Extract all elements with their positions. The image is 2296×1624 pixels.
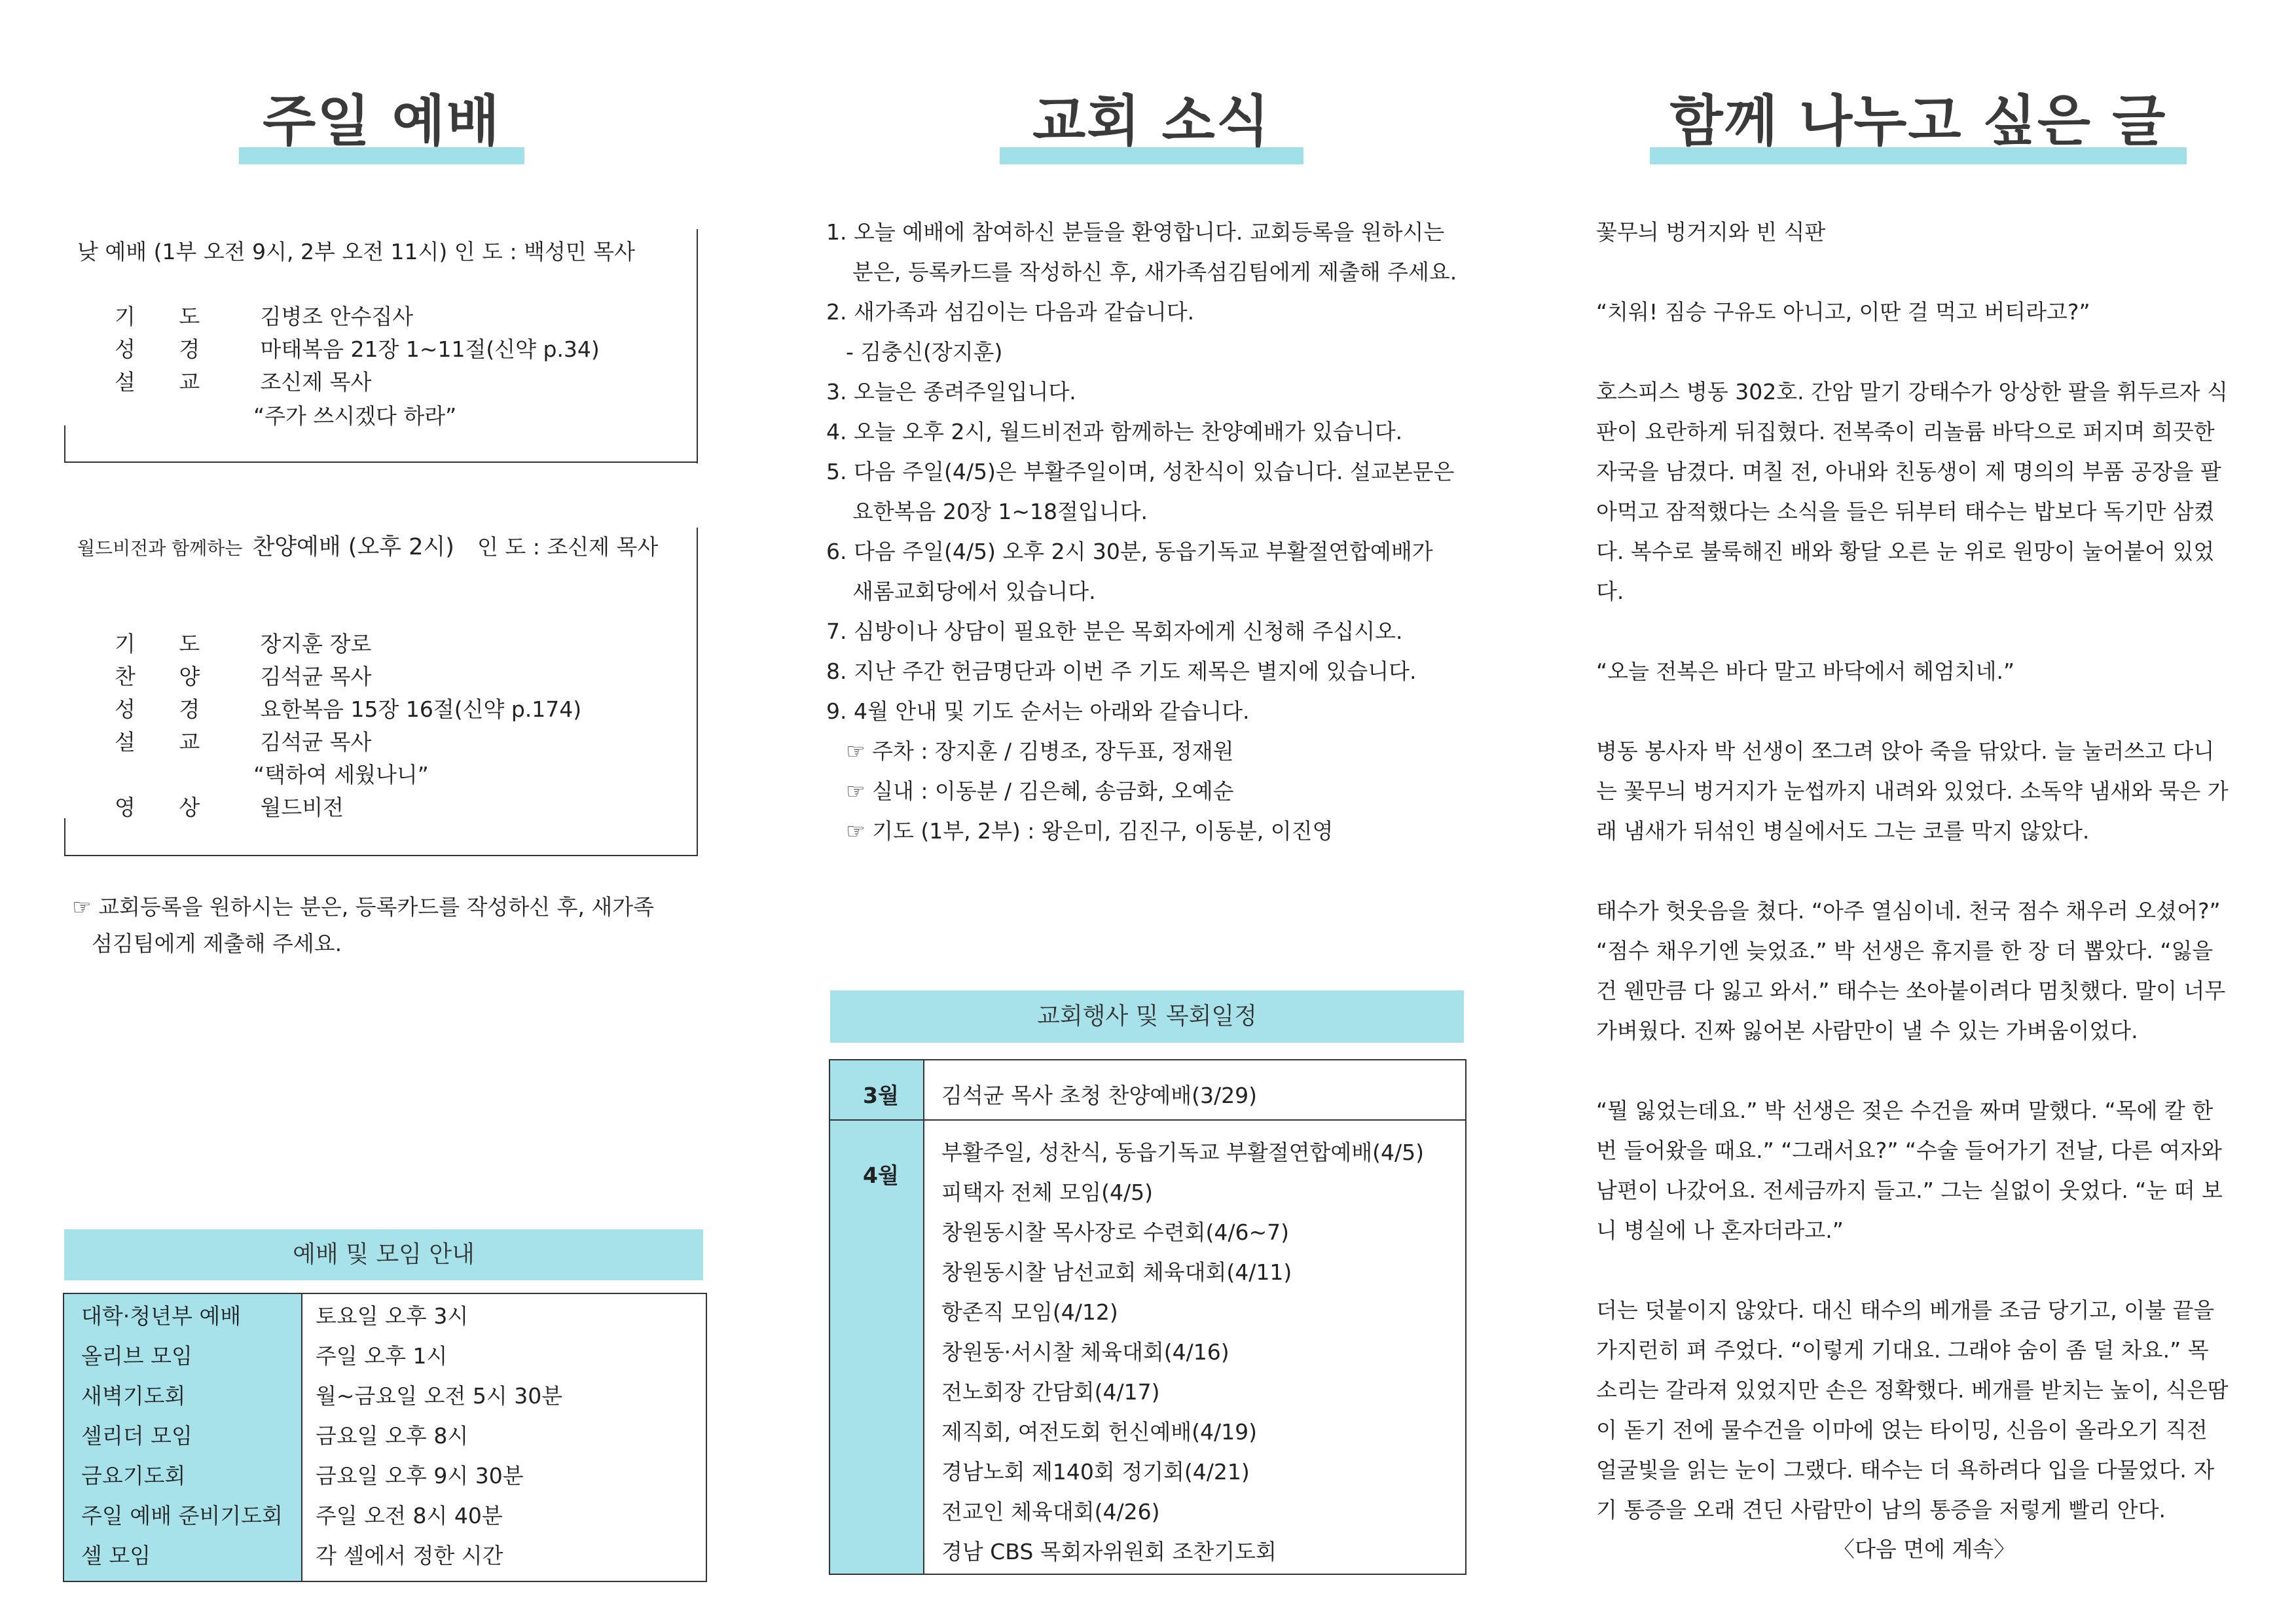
schedule-title: 교회행사 및 목회일정 (830, 990, 1464, 1043)
praise-service-title: 월드비전과 함께하는 찬양예배 (오후 2시) 인 도 : 조신제 목사 (77, 534, 659, 560)
share-subtitle: 꽃무늬 벙거지와 빈 식판 (1596, 219, 1826, 245)
share-paragraph: 병동 봉사자 박 선생이 쪼그려 앉아 죽을 닦았다. 늘 눌러쓰고 다니 는 꽃무늬 벙거지가 눈썹까지 내려와 있었다. 소독약 냄새와 묵은 가 래 냄새가 뒤섞인 병실에서도 그는 코를 막지 않았다. (1596, 738, 2229, 844)
box-bottom (64, 855, 698, 856)
row-divider (830, 1119, 1465, 1121)
share-paragraph: 태수가 헛웃음을 쳤다. “아주 열심이네. 천국 점수 채우러 오셨어?” “점수 채우기엔 늦었죠.” 박 선생은 휴지를 한 장 더 뽑았다. “잃을 건 웬만큼 다 잃고 와서.” 태수는 쏘아붙이려다 멈칫했다. 말이 너무 가벼웠다. 진짜 잃어본 사람만이 낼 수 있는 가벼움이었다. (1596, 898, 2226, 1043)
news-item: ☞ 기도 (1부, 2부) : 왕은미, 김진구, 이동분, 이진영 (846, 818, 1334, 844)
box-bottom (64, 461, 698, 463)
month-march: 3월 (863, 1083, 899, 1108)
praise-row: 영 상 월드비전 (115, 795, 344, 820)
meeting-row: 주일 오후 1시 (316, 1343, 448, 1369)
worship-heading: 주일 예배 (239, 82, 524, 167)
schedule-item: 창원동시찰 목사장로 수련회(4/6~7) (941, 1219, 1290, 1245)
news-item: 5. 다음 주일(4/5)은 부활주일이며, 성찬식이 있습니다. 설교본문은 (826, 459, 1455, 484)
news-item: 1. 오늘 예배에 참여하신 분들을 환영합니다. 교회등록을 원하시는 (826, 219, 1445, 245)
news-item: 새롬교회당에서 있습니다. (852, 579, 1096, 604)
sermon-title: “주가 쓰시겠다 하라” (253, 403, 457, 429)
box-edge (64, 818, 65, 856)
schedule-item: 피택자 전체 모임(4/5) (941, 1180, 1153, 1205)
month-april: 4월 (863, 1163, 899, 1188)
news-item: 6. 다음 주일(4/5) 오후 2시 30분, 동읍기독교 부활절연합예배가 (826, 539, 1433, 564)
praise-row: 성 경 요한복음 15장 16절(신약 p.174) (115, 696, 582, 722)
news-item: 7. 심방이나 상담이 필요한 분은 목회자에게 신청해 주십시오. (826, 619, 1403, 644)
news-item: 요한복음 20장 1~18절입니다. (852, 499, 1148, 524)
meeting-row: 주일 오전 8시 40분 (316, 1503, 503, 1528)
meeting-row: 금요일 오후 9시 30분 (316, 1463, 524, 1489)
news-item: 3. 오늘은 종려주일입니다. (826, 379, 1076, 405)
news-item: 2. 새가족과 섬김이는 다음과 같습니다. (826, 299, 1195, 325)
news-item: 8. 지난 주간 헌금명단과 이번 주 기도 제목은 별지에 있습니다. (826, 659, 1417, 684)
schedule-item: 부활주일, 성찬식, 동읍기독교 부활절연합예배(4/5) (941, 1140, 1424, 1165)
schedule-item: 항존직 모임(4/12) (941, 1299, 1118, 1325)
meeting-row: 월~금요일 오전 5시 30분 (316, 1383, 563, 1409)
box-edge (64, 425, 65, 463)
news-item: 분은, 등록카드를 작성하신 후, 새가족섬김팀에게 제출해 주세요. (852, 259, 1457, 285)
schedule-item: 전교인 체육대회(4/26) (941, 1499, 1160, 1525)
meetings-title: 예배 및 모임 안내 (64, 1229, 703, 1280)
meeting-row: 각 셀에서 정한 시간 (316, 1543, 503, 1568)
box-edge (697, 528, 698, 856)
news-heading: 교회 소식 (1000, 82, 1303, 167)
schedule-item: 경남 CBS 목회자위원회 조찬기도회 (941, 1539, 1277, 1564)
news-item: 4. 오늘 오후 2시, 월드비전과 함께하는 찬양예배가 있습니다. (826, 419, 1403, 444)
box-edge (697, 229, 698, 463)
meeting-row: 올리브 모임 (81, 1343, 192, 1369)
day-row: 성 경 마태복음 21장 1~11절(신약 p.34) (115, 336, 600, 362)
meeting-row: 금요기도회 (81, 1463, 186, 1489)
meeting-row: 셀리더 모임 (81, 1423, 192, 1449)
schedule-item: 전노회장 간담회(4/17) (941, 1379, 1160, 1405)
share-paragraph: 호스피스 병동 302호. 간암 말기 강태수가 앙상한 팔을 휘두르자 식 판이 요란하게 뒤집혔다. 전복죽이 리놀륨 바닥으로 퍼지며 희끗한 자국을 남겼다. 며칠 전, 아내와 친동생이 제 명의의 부품 공장을 팔 아먹고 잠적했다는 소식을 들은 뒤부터 태수는 밥보다 독기만 삼켰 다. 복수로 불룩해진 배와 황달 오른 눈 위로 원망이 눌어붙어 있었 다. (1596, 379, 2228, 604)
news-item: ☞ 실내 : 이동분 / 김은혜, 송금화, 오예순 (846, 778, 1234, 804)
news-item: - 김충신(장지훈) (846, 339, 1003, 365)
sermon-title: “택하여 세웠나니” (253, 762, 429, 787)
continued-note: 〈다음 면에 계속〉 (1833, 1536, 2016, 1562)
share-paragraph: “오늘 전복은 바다 말고 바닥에서 헤엄치네.” (1596, 659, 2015, 684)
share-paragraph: “뭘 잃었는데요.” 박 선생은 젖은 수건을 짜며 말했다. “목에 칼 한 번 들어왔을 때요.” “그래서요?” “수술 들어가기 전날, 다른 여자와 남편이 나갔어요. 전세금까지 들고.” 그는 실없이 웃었다. “눈 떠 보 니 병실에 나 혼자더라고.” (1596, 1098, 2223, 1243)
day-row: 기 도 김병조 안수집사 (115, 304, 414, 329)
news-item: 9. 4월 안내 및 기도 순서는 아래와 같습니다. (826, 698, 1250, 724)
schedule-month-column (830, 1060, 924, 1574)
news-item: ☞ 주차 : 장지훈 / 김병조, 장두표, 정재원 (846, 738, 1234, 764)
meeting-row: 셀 모임 (81, 1543, 151, 1568)
share-paragraph: “치워! 짐승 구유도 아니고, 이딴 걸 먹고 버티라고?” (1596, 299, 2090, 325)
schedule-item: 제직회, 여전도회 헌신예배(4/19) (941, 1419, 1257, 1445)
meeting-row: 대학·청년부 예배 (81, 1303, 242, 1329)
news-list (826, 212, 1457, 851)
praise-row: 찬 양 김석균 목사 (115, 664, 372, 689)
schedule-item: 김석균 목사 초청 찬양예배(3/29) (941, 1083, 1257, 1108)
meeting-row: 금요일 오후 8시 (316, 1423, 469, 1449)
schedule-item: 창원동시찰 남선교회 체육대회(4/11) (941, 1259, 1292, 1285)
meeting-row: 주일 예배 준비기도회 (81, 1503, 283, 1528)
praise-row: 기 도 장지훈 장로 (115, 631, 372, 657)
schedule-item: 경남노회 제140회 정기회(4/21) (941, 1459, 1250, 1485)
meeting-row: 토요일 오후 3시 (316, 1303, 469, 1329)
share-heading: 함께 나누고 싶은 글 (1650, 82, 2187, 167)
day-row: 설 교 조신제 목사 (115, 369, 372, 395)
april-items (941, 1132, 1424, 1572)
share-paragraph: 더는 덧붙이지 않았다. 대신 태수의 베개를 조금 당기고, 이불 끝을 가지런히 펴 주었다. “이렇게 기대요. 그래야 숨이 좀 덜 차요.” 목 소리는 갈라져 있었지만 손은 정확했다. 베개를 받치는 높이, 식은땀 이 돋기 전에 물수건을 이마에 얹는 타이밍, 신음이 올라오기 직전 얼굴빛을 읽는 눈이 그랬다. 태수는 더 욕하려다 입을 다물었다. 자 기 통증을 오래 견딘 사람만이 남의 통증을 저렇게 빨리 안다. (1596, 1297, 2229, 1523)
day-service-title: 낮 예배 (1부 오전 9시, 2부 오전 11시) 인 도 : 백성민 목사 (77, 239, 636, 264)
schedule-item: 창원동·서시찰 체육대회(4/16) (941, 1339, 1230, 1365)
praise-row: 설 교 김석균 목사 (115, 729, 372, 755)
meeting-row: 새벽기도회 (81, 1383, 186, 1409)
registration-note: ☞ 교회등록을 원하시는 분은, 등록카드를 작성하신 후, 새가족 섬김팀에게 제출해 주세요. (72, 894, 655, 956)
